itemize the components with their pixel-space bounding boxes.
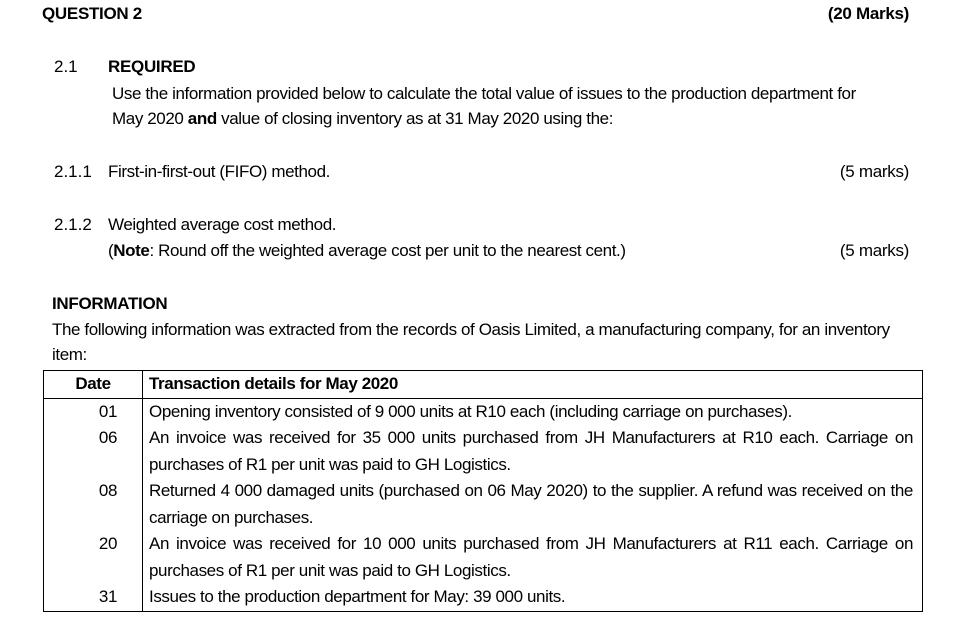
transactions-table xyxy=(43,370,923,612)
section-2-1-1-marks: (5 marks) xyxy=(839,162,909,181)
table-row xyxy=(44,478,923,531)
section-2-1-heading: REQUIRED xyxy=(108,57,196,76)
row-date: 06 xyxy=(44,425,143,478)
section-2-1-2-number: 2.1.2 xyxy=(54,215,92,234)
row-details: An invoice was received for 35 000 units purchased from JH Manufacturers at R10 each. Carriage on purchases of R1 per unit was paid to GH Logistics. xyxy=(143,425,923,478)
row-details: Issues to the production department for May: 39 000 units. xyxy=(143,584,923,611)
section-2-1-number: 2.1 xyxy=(54,57,78,76)
table-row xyxy=(44,425,923,478)
date-header: Date xyxy=(44,371,143,399)
information-heading: INFORMATION xyxy=(52,294,168,313)
section-2-1-1-text: First-in-first-out (FIFO) method. xyxy=(108,162,330,181)
section-2-1-1-number: 2.1.1 xyxy=(54,162,92,181)
section-2-1-2-marks: (5 marks) xyxy=(839,241,909,260)
table-row xyxy=(44,398,923,425)
line2-pre: May 2020 xyxy=(112,109,188,128)
row-date: 08 xyxy=(44,478,143,531)
section-2-1-2-note xyxy=(108,241,626,261)
information-line2: item: xyxy=(52,345,87,364)
table-header-row xyxy=(44,371,923,399)
row-date: 20 xyxy=(44,531,143,584)
note-bold: Note xyxy=(113,241,150,260)
table-row xyxy=(44,584,923,611)
row-details: Returned 4 000 damaged units (purchased on 06 May 2020) to the supplier. A refund was received on the carriage on purchases. xyxy=(143,478,923,531)
line2-post: value of closing inventory as at 31 May 2020 using the: xyxy=(216,109,614,128)
row-date: 31 xyxy=(44,584,143,611)
note-rest: : Round off the weighted average cost per unit to the nearest cent.) xyxy=(149,241,626,260)
note-open: ( xyxy=(108,241,114,260)
details-header: Transaction details for May 2020 xyxy=(143,371,923,399)
question-title: QUESTION 2 xyxy=(42,4,142,23)
section-2-1-line2 xyxy=(112,109,613,129)
line2-bold: and xyxy=(187,109,217,128)
table-row xyxy=(44,531,923,584)
section-2-1-line1: Use the information provided below to calculate the total value of issues to the production department for xyxy=(112,84,856,103)
information-line1: The following information was extracted from the records of Oasis Limited, a manufacturing company, for an inventory xyxy=(52,320,890,339)
question-marks: (20 Marks) xyxy=(827,4,909,23)
section-2-1-2-text: Weighted average cost method. xyxy=(108,215,337,234)
row-date: 01 xyxy=(44,398,143,425)
row-details: Opening inventory consisted of 9 000 units at R10 each (including carriage on purchases). xyxy=(143,398,923,425)
row-details: An invoice was received for 10 000 units purchased from JH Manufacturers at R11 each. Carriage on purchases of R1 per unit was paid to GH Logistics. xyxy=(143,531,923,584)
